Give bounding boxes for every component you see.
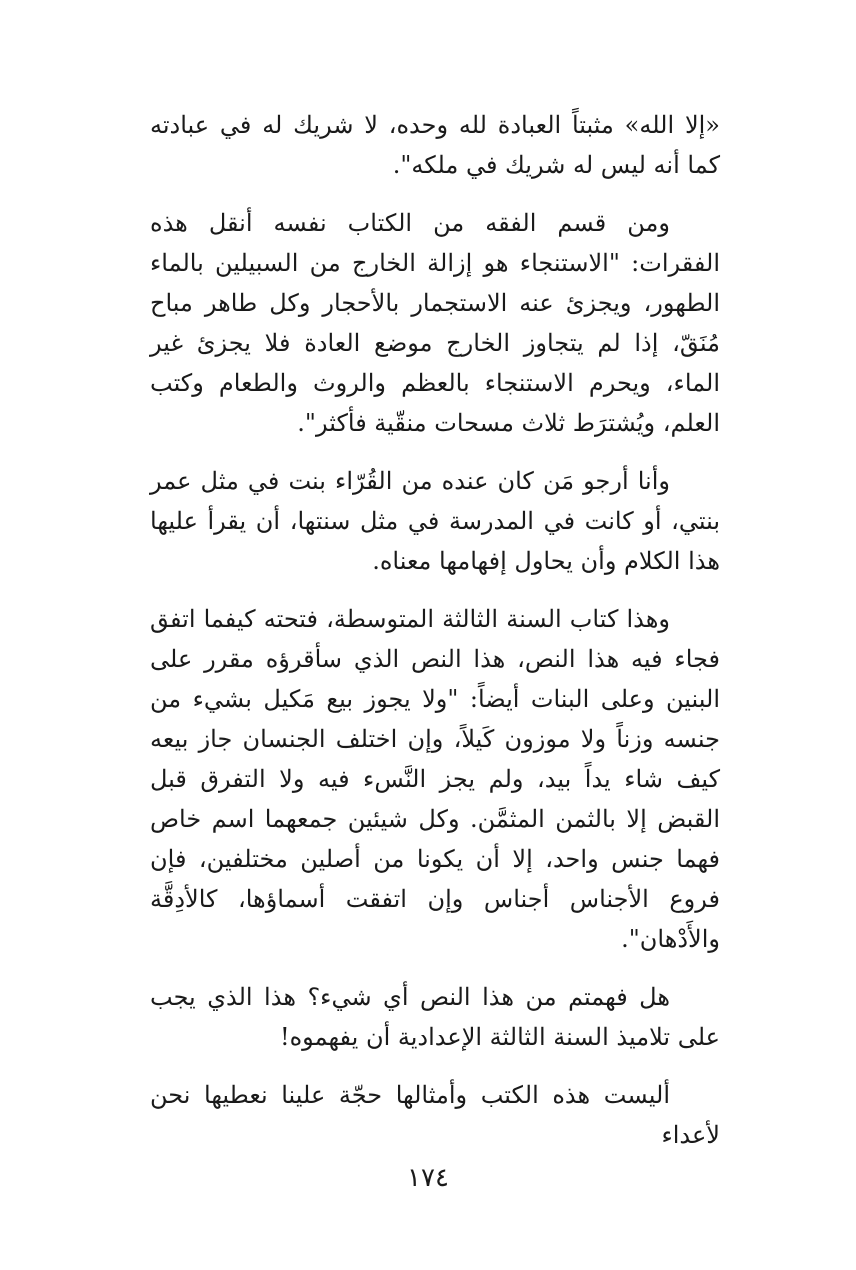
paragraph-5: هل فهمتم من هذا النص أي شيء؟ هذا الذي يجب على تلاميذ السنة الثالثة الإعدادية أن يفهموه! (150, 983, 720, 1051)
paragraph-4: وهذا كتاب السنة الثالثة المتوسطة، فتحته كيفما اتفق فجاء فيه هذا النص، هذا النص الذي سأقرؤه مقرر على البنين وعلى البنات أيضاً: "ولا يجوز بيع مَكيل بشيء من جنسه وزناً ولا موزون كَيلاً، وإن اختلف الجنسان جاز بيعه كيف شاء يداً بيد، ولم يجز النَّسء فيه ولا التفرق قبل القبض إلا بالثمن المثمَّن. وكل شيئين جمعهما اسم خاص فهما جنس واحد، إلا أن يكونا من أصلين مختلفين، فإن فروع الأجناس أجناس وإن اتفقت أسماؤها، كالأدِقَّة والأَدْهان". (150, 605, 720, 953)
page-number: ١٧٤ (407, 1163, 449, 1193)
paragraph-2: ومن قسم الفقه من الكتاب نفسه أنقل هذه الفقرات: "الاستنجاء هو إزالة الخارج من السبيلين بالماء الطهور، ويجزئ عنه الاستجمار بالأحجار وكل طاهر مباح مُنَقّ، إذا لم يتجاوز الخارج موضع العادة فلا يجزئ غير الماء، ويحرم الاستنجاء بالعظم والروث والطعام وكتب العلم، ويُشترَط ثلاث مسحات منقّية فأكثر". (150, 209, 720, 437)
paragraph-3: وأنا أرجو مَن كان عنده من القُرّاء بنت في مثل عمر بنتي، أو كانت في المدرسة في مثل سنتها، أن يقرأ عليها هذا الكلام وأن يحاول إفهامها معناه. (150, 467, 720, 575)
paragraph-1: «إلا الله» مثبتاً العبادة لله وحده، لا شريك له في عبادته كما أنه ليس له شريك في ملكه". (150, 111, 720, 179)
paragraph-6: أليست هذه الكتب وأمثالها حجّة علينا نعطيها نحن لأعداء (150, 1081, 720, 1149)
page-body (150, 105, 720, 1155)
